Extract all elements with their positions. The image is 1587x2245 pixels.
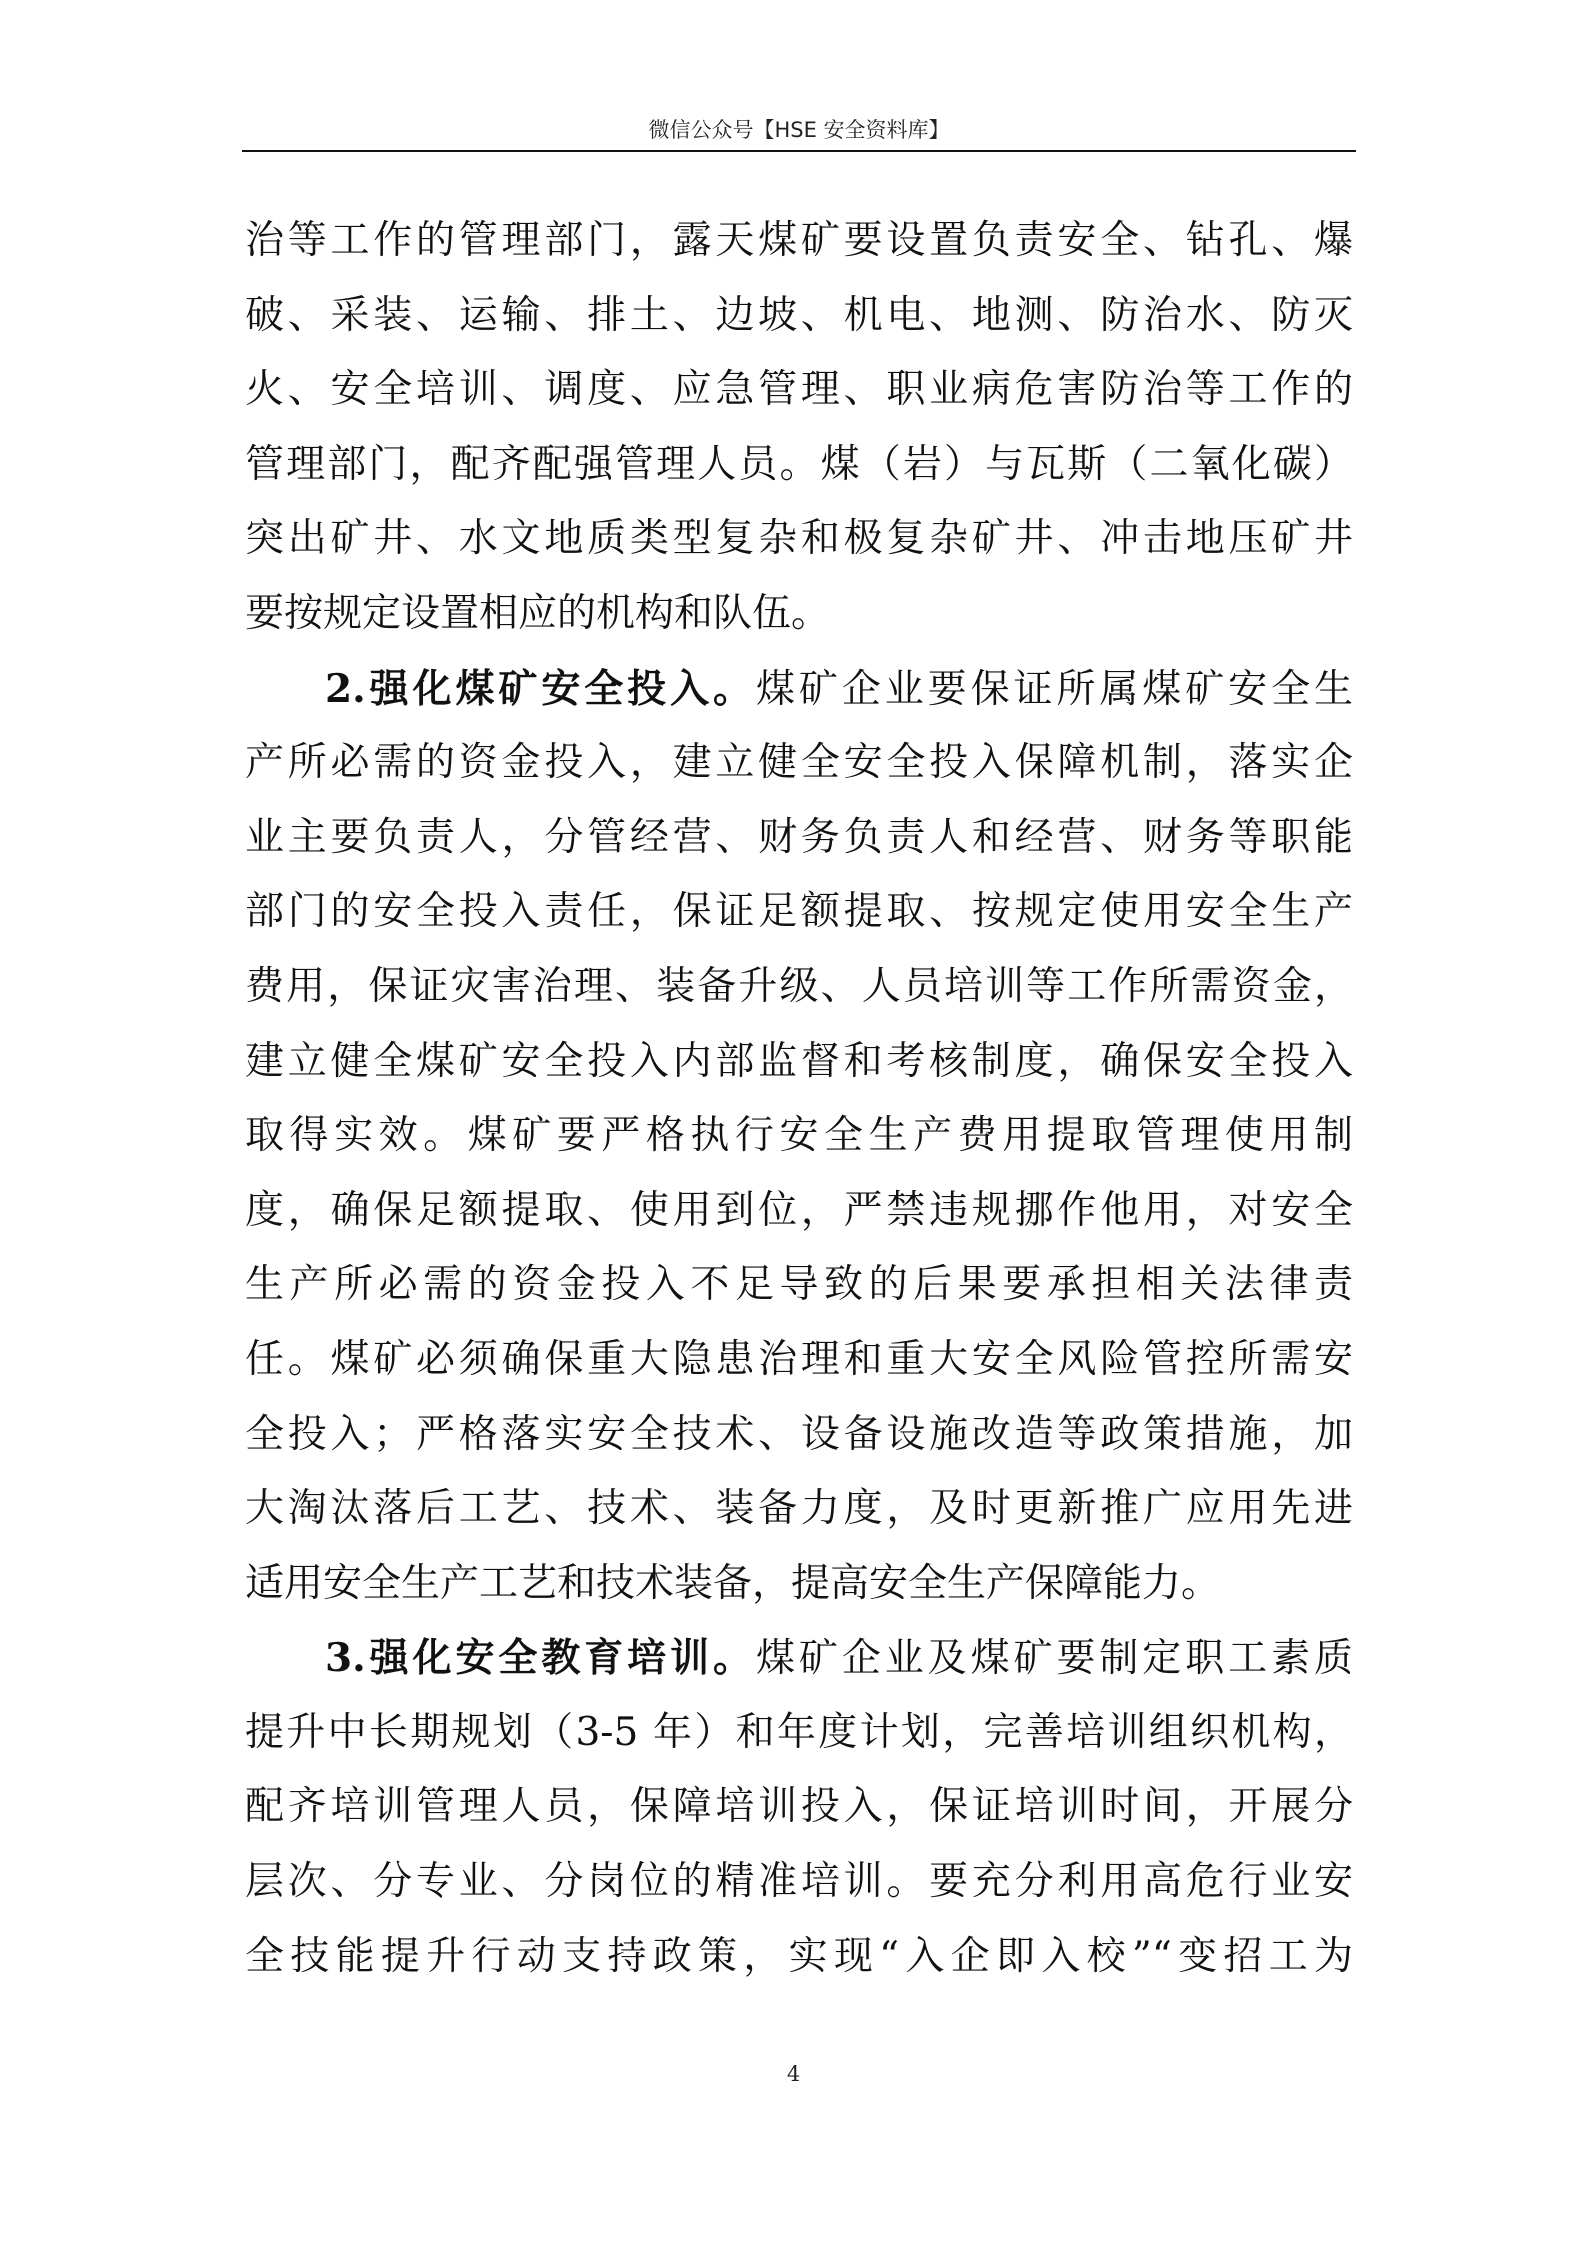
text-line: 任。煤矿必须确保重大隐患治理和重大安全风险管控所需安 (245, 1336, 1353, 1382)
text-line: 提升中长期规划（3-5 年）和年度计划，完善培训组织机构， (245, 1709, 1353, 1755)
text-line: 度，确保足额提取、使用到位，严禁违规挪作他用，对安全 (245, 1187, 1353, 1233)
text-run: 煤矿企业及煤矿要制定职工素质 (755, 1636, 1353, 1682)
page-header: 微信公众号【HSE 安全资料库】 (648, 118, 950, 142)
text-line: 管理部门，配齐配强管理人员。煤（岩）与瓦斯（二氧化碳） (245, 441, 1353, 487)
text-line: 适用安全生产工艺和技术装备，提高安全生产保障能力。 (245, 1560, 1221, 1606)
text-run: 煤矿企业要保证所属煤矿安全生 (755, 666, 1353, 712)
header-divider (242, 150, 1356, 152)
text-line: 火、安全培训、调度、应急管理、职业病危害防治等工作的 (245, 367, 1353, 413)
paragraph-2 (245, 652, 1353, 1622)
document-body (245, 204, 1353, 1994)
text-line: 大淘汰落后工艺、技术、装备力度，及时更新推广应用先进 (245, 1486, 1353, 1532)
text-line: 层次、分专业、分岗位的精准培训。要充分利用高危行业安 (245, 1859, 1353, 1905)
text-line: 全投入；严格落实安全技术、设备设施改造等政策措施，加 (245, 1411, 1353, 1457)
text-line: 治等工作的管理部门，露天煤矿要设置负责安全、钻孔、爆 (245, 218, 1353, 263)
page-number: 4 (786, 2062, 801, 2086)
paragraph-3 (245, 1621, 1353, 1994)
paragraph-1 (245, 204, 1353, 652)
text-line: 生产所必需的资金投入不足导致的后果要承担相关法律责 (245, 1262, 1353, 1308)
text-line: 配齐培训管理人员，保障培训投入，保证培训时间，开展分 (245, 1784, 1353, 1830)
text-line: 费用，保证灾害治理、装备升级、人员培训等工作所需资金， (245, 963, 1353, 1009)
text-line: 部门的安全投入责任，保证足额提取、按规定使用安全生产 (245, 889, 1353, 935)
text-line: 破、采装、运输、排土、边坡、机电、地测、防治水、防灭 (245, 292, 1353, 338)
text-line: 建立健全煤矿安全投入内部监督和考核制度，确保安全投入 (245, 1038, 1353, 1084)
text-line (245, 652, 1353, 727)
text-line: 全技能提升行动支持政策，实现“入企即入校”“变招工为 (245, 1933, 1353, 1979)
section-heading: 3.强化安全教育培训。 (325, 1635, 756, 1682)
text-line: 业主要负责人，分管经营、财务负责人和经营、财务等职能 (245, 814, 1353, 860)
text-line (245, 1621, 1353, 1696)
text-line: 产所必需的资金投入，建立健全安全投入保障机制，落实企 (245, 740, 1353, 786)
section-heading: 2.强化煤矿安全投入。 (325, 665, 756, 712)
text-line: 取得实效。煤矿要严格执行安全生产费用提取管理使用制 (245, 1113, 1353, 1159)
text-line: 要按规定设置相应的机构和队伍。 (245, 590, 831, 636)
text-line: 突出矿井、水文地质类型复杂和极复杂矿井、冲击地压矿井 (245, 516, 1353, 562)
